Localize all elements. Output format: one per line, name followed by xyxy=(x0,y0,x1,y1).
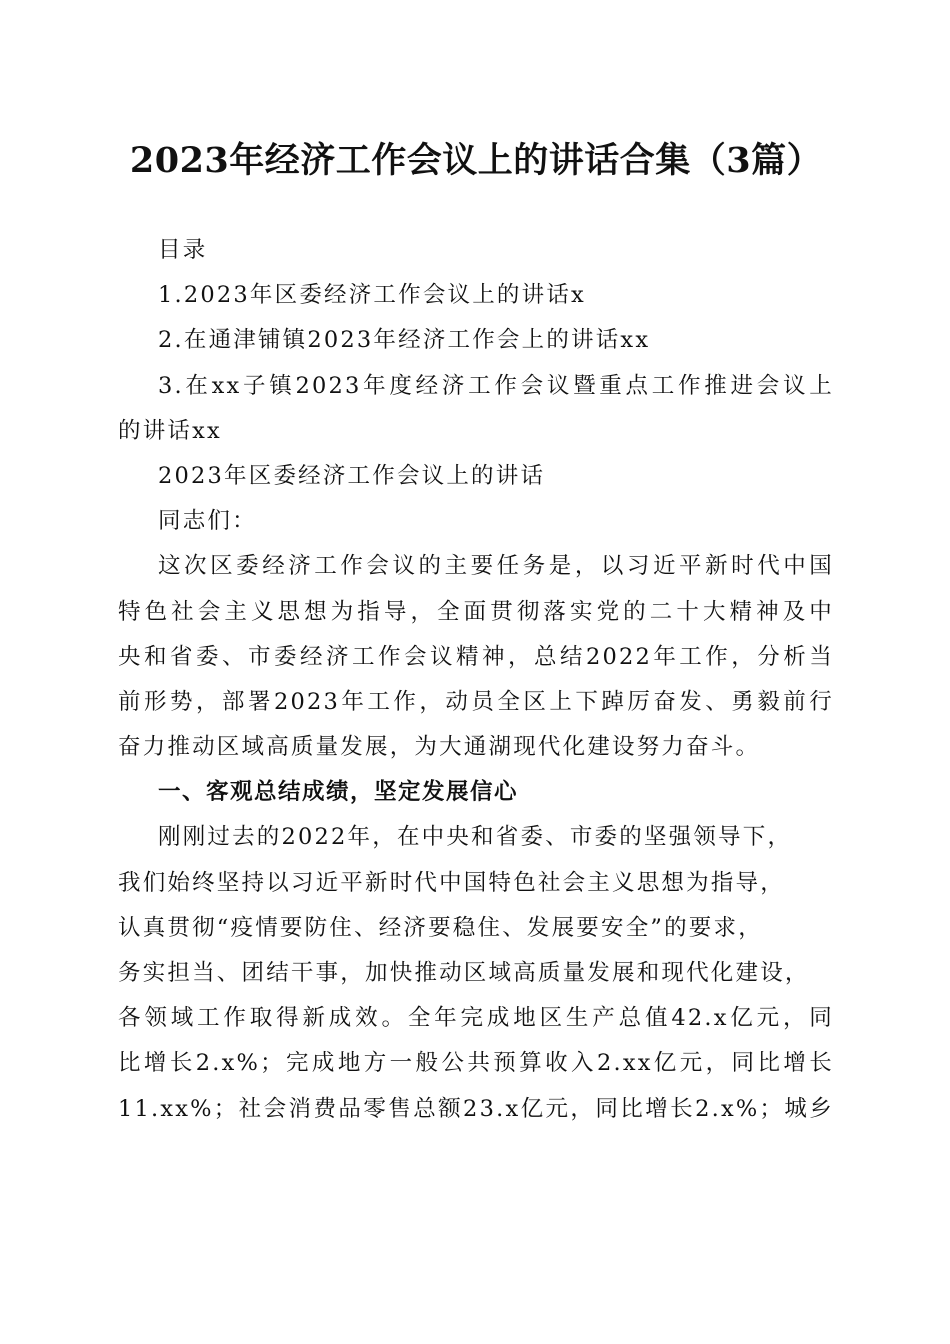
paragraph-line: 各领域工作取得新成效。全年完成地区生产总值42.x亿元，同 xyxy=(118,1005,834,1032)
document-body xyxy=(118,228,834,1132)
document-title: 2023年经济工作会议上的讲话合集（3篇） xyxy=(129,140,823,181)
toc-item: 2.在通津铺镇2023年经济工作会上的讲话xx xyxy=(158,327,651,354)
paragraph-line: 刚刚过去的2022年，在中央和省委、市委的坚强领导下， xyxy=(158,824,793,851)
salutation: 同志们： xyxy=(158,508,257,535)
paragraph-line: 奋力推动区域高质量发展，为大通湖现代化建设努力奋斗。 xyxy=(118,734,761,761)
toc-item: 1.2023年区委经济工作会议上的讲话x xyxy=(158,282,586,309)
paragraph-line: 央和省委、市委经济工作会议精神，总结2022年工作，分析当 xyxy=(118,643,834,670)
paragraph-line: 特色社会主义思想为指导，全面贯彻落实党的二十大精神及中 xyxy=(118,598,834,625)
section-heading: 一、客观总结成绩，坚定发展信心 xyxy=(158,779,519,806)
speech-title: 2023年区委经济工作会议上的讲话 xyxy=(158,462,546,489)
toc-item: 3.在xx子镇2023年度经济工作会议暨重点工作推进会议上 xyxy=(158,372,834,399)
paragraph-line: 认真贯彻“疫情要防住、经济要稳住、发展要安全”的要求， xyxy=(118,914,763,941)
paragraph-line: 11.xx%；社会消费品零售总额23.x亿元，同比增长2.x%；城乡 xyxy=(118,1095,834,1122)
paragraph-line: 比增长2.x%；完成地方一般公共预算收入2.xx亿元，同比增长 xyxy=(118,1050,834,1077)
paragraph-line: 务实担当、团结干事，加快推动区域高质量发展和现代化建设， xyxy=(118,960,810,986)
paragraph-line: 前形势，部署2023年工作，动员全区上下踔厉奋发、勇毅前行 xyxy=(118,688,834,715)
paragraph-line: 我们始终坚持以习近平新时代中国特色社会主义思想为指导， xyxy=(118,869,785,896)
paragraph-line: 这次区委经济工作会议的主要任务是，以习近平新时代中国 xyxy=(158,553,834,580)
toc-heading: 目录 xyxy=(158,237,208,263)
toc-item-continuation: 的讲话xx xyxy=(118,417,222,444)
